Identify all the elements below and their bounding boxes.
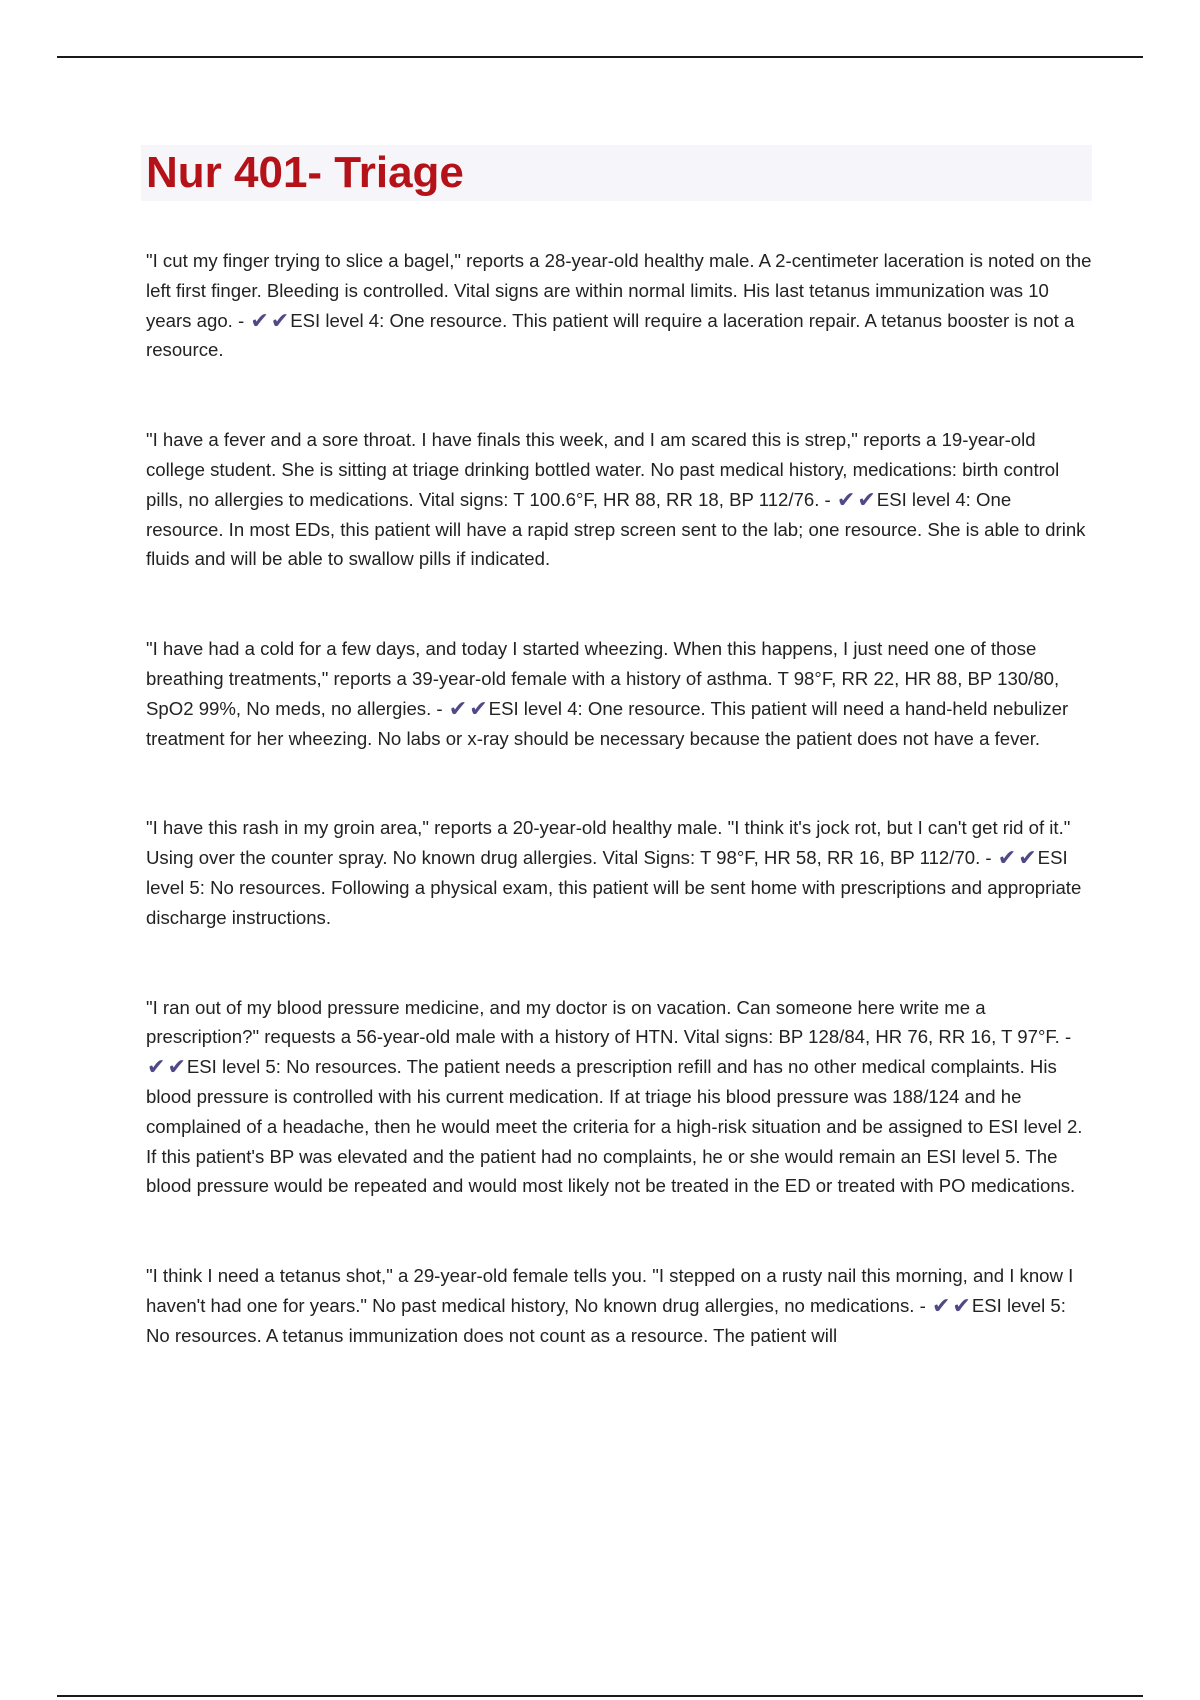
- check-mark-icon: ✔: [836, 486, 856, 512]
- check-mark-icon: ✔: [997, 845, 1017, 871]
- check-mark-icon: ✔: [147, 1054, 166, 1080]
- check-mark-icon: ✔: [270, 307, 290, 333]
- entry-answer: ESI level 5: No resources. The patient needs a prescription refill and has no other medical complaints. His blood pressure is controlled with his current medication. If at triage his blood pressure was 188/124 and he complained of a headache, then he would meet the criteria for a high-risk situation and be assigned to ESI level 2. If this patient's BP was elevated and the patient had no complaints, he or she would remain an ESI level 5. The blood pressure would be repeated and would most likely not be treated in the ED or treated with PO medications.: [146, 1056, 1083, 1197]
- check-mark-icon: ✔: [250, 307, 269, 333]
- page-title: Nur 401- Triage: [146, 148, 464, 197]
- triage-entry-1: [146, 246, 1092, 365]
- entry-question: "I have this rash in my groin area," reports a 20-year-old healthy male. "I think it's jock rot, but I can't get rid of it." Using over the counter spray. No known drug allergies. Vital Signs: T 98°F, HR 58, RR 16, BP 112/70. -: [146, 817, 1071, 869]
- entry-answer: ESI level 4: One resource. This patient will require a laceration repair. A tetanus booster is not a resource.: [146, 309, 1075, 361]
- check-mark-icon: ✔: [1018, 845, 1037, 871]
- entry-question: "I ran out of my blood pressure medicine, and my doctor is on vacation. Can someone here write me a prescription?" requests a 56-year-old male with a history of HTN. Vital signs: BP 128/84, HR 76, RR 16, T 97°F. -: [146, 996, 1072, 1048]
- entry-answer: ESI level 4: One resource. This patient will need a hand-held nebulizer treatment for her wheezing. No labs or x-ray should be necessary because the patient does not have a fever.: [146, 697, 1069, 749]
- check-mark-icon: ✔: [469, 695, 488, 721]
- check-mark-icon: ✔: [857, 486, 876, 512]
- check-mark-icon: ✔: [931, 1292, 951, 1318]
- header-rule: [57, 56, 1143, 58]
- triage-entry-6: [146, 1261, 1092, 1350]
- footer-rule: [57, 1695, 1143, 1697]
- entry-question: "I have a fever and a sore throat. I have finals this week, and I am scared this is strep," reports a 19-year-old college student. She is sitting at triage drinking bottled water. No past medical history, medications: birth control pills, no allergies to medications. Vital signs: T 100.6°F, HR 88, RR 18, BP 112/76. -: [146, 429, 1060, 510]
- entry-answer: ESI level 5: No resources. Following a physical exam, this patient will be sent home with prescriptions and appropriate discharge instructions.: [146, 847, 1082, 928]
- triage-entry-5: [146, 993, 1092, 1202]
- check-mark-icon: ✔: [448, 695, 468, 721]
- entry-answer: ESI level 5: No resources. A tetanus immunization does not count as a resource. The patient will: [146, 1294, 1066, 1346]
- check-mark-icon: ✔: [167, 1054, 186, 1080]
- entry-question: "I think I need a tetanus shot," a 29-year-old female tells you. "I stepped on a rusty nail this morning, and I know I haven't had one for years." No past medical history, No known drug allergies, no medications. -: [146, 1265, 1074, 1316]
- triage-entry-3: [146, 634, 1092, 753]
- triage-entry-2: [146, 425, 1092, 574]
- document-body: [146, 246, 1092, 1411]
- triage-entry-4: [146, 813, 1092, 932]
- entry-question: "I cut my finger trying to slice a bagel," reports a 28-year-old healthy male. A 2-centimeter laceration is noted on the left first finger. Bleeding is controlled. Vital signs are within normal limits. His last tetanus immunization was 10 years ago. -: [146, 250, 1092, 331]
- entry-question: "I have had a cold for a few days, and today I started wheezing. When this happens, I just need one of those breathing treatments," reports a 39-year-old female with a history of asthma. T 98°F, RR 22, HR 88, BP 130/80, SpO2 99%, No meds, no allergies. -: [146, 638, 1060, 719]
- entry-answer: ESI level 4: One resource. In most EDs, this patient will have a rapid strep screen sent to the lab; one resource. She is able to drink fluids and will be able to swallow pills if indicated.: [146, 488, 1086, 570]
- check-mark-icon: ✔: [952, 1292, 971, 1318]
